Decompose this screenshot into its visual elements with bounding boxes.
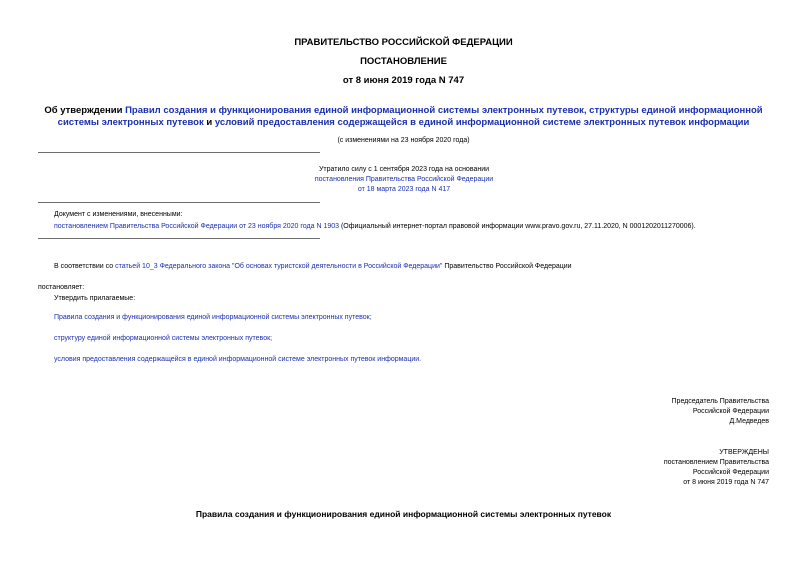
intro-prefix: В соответствии со: [54, 263, 116, 270]
divider: [38, 202, 320, 203]
expired-link-decree[interactable]: постановления Правительства Российской Федерации: [314, 176, 494, 183]
title-link-rules[interactable]: Правил создания и функционирования единой информационной системы электронных путевок, структуры единой информационной системы электронных путевок: [57, 105, 763, 128]
approved-line-3: Российской Федерации: [692, 469, 769, 476]
expired-notice: [314, 165, 494, 195]
approve-text: Утвердить прилагаемые:: [54, 295, 136, 302]
intro-paragraph: [54, 262, 572, 272]
decides-text: постановляет:: [38, 284, 85, 291]
approved-block: [664, 448, 769, 488]
signature-line-1: Председатель Правительства: [671, 398, 769, 405]
section-title: Правила создания и функционирования единой информационной системы электронных путевок: [195, 509, 612, 519]
approved-line-2: постановлением Правительства: [663, 459, 769, 466]
divider: [38, 238, 320, 239]
doc-date: от 8 июня 2019 года N 747: [342, 75, 465, 86]
amendments-note: (с изменениями на 23 ноября 2020 года): [337, 137, 470, 144]
title-prefix: Об утверждении: [44, 105, 126, 116]
changes-label: Документ с изменениями, внесенными:: [54, 211, 183, 218]
org-heading: ПРАВИТЕЛЬСТВО РОССИЙСКОЙ ФЕДЕРАЦИИ: [294, 37, 513, 48]
changes-line: [54, 222, 696, 232]
expired-link-date[interactable]: от 18 марта 2023 года N 417: [357, 186, 451, 193]
signature-block: [672, 397, 769, 427]
expired-line-1: Утратило силу с 1 сентября 2023 года на основании: [318, 166, 490, 173]
signature-line-2: Российской Федерации: [692, 408, 769, 415]
approved-item-structure[interactable]: структуру единой информационной системы электронных путевок;: [54, 335, 273, 342]
doc-type-heading: ПОСТАНОВЛЕНИЕ: [360, 56, 447, 67]
intro-suffix: Правительство Российской Федерации: [442, 263, 572, 270]
divider: [38, 152, 320, 153]
title-link-conditions[interactable]: условий предоставления содержащейся в единой информационной системе электронных путевок информации: [214, 117, 750, 128]
approved-item-conditions[interactable]: условия предоставления содержащейся в единой информационной системе электронных путевок информации.: [54, 356, 422, 363]
approved-line-4: от 8 июня 2019 года N 747: [683, 479, 769, 486]
document-title: [40, 105, 767, 129]
intro-law-link[interactable]: статьей 10_3 Федерального закона "Об основах туристской деятельности в Российской Федерации": [115, 263, 443, 270]
approved-line-1: УТВЕРЖДЕНЫ: [719, 449, 769, 456]
approved-item-rules[interactable]: Правила создания и функционирования единой информационной системы электронных путевок;: [54, 314, 372, 321]
changes-link[interactable]: постановлением Правительства Российской Федерации от 23 ноября 2020 года N 1903: [54, 223, 340, 230]
title-mid: и: [203, 117, 215, 128]
changes-source: (Официальный интернет-портал правовой информации www.pravo.gov.ru, 27.11.2020, N 0001202011270006).: [339, 223, 696, 230]
signature-name: Д.Медведев: [729, 418, 769, 425]
